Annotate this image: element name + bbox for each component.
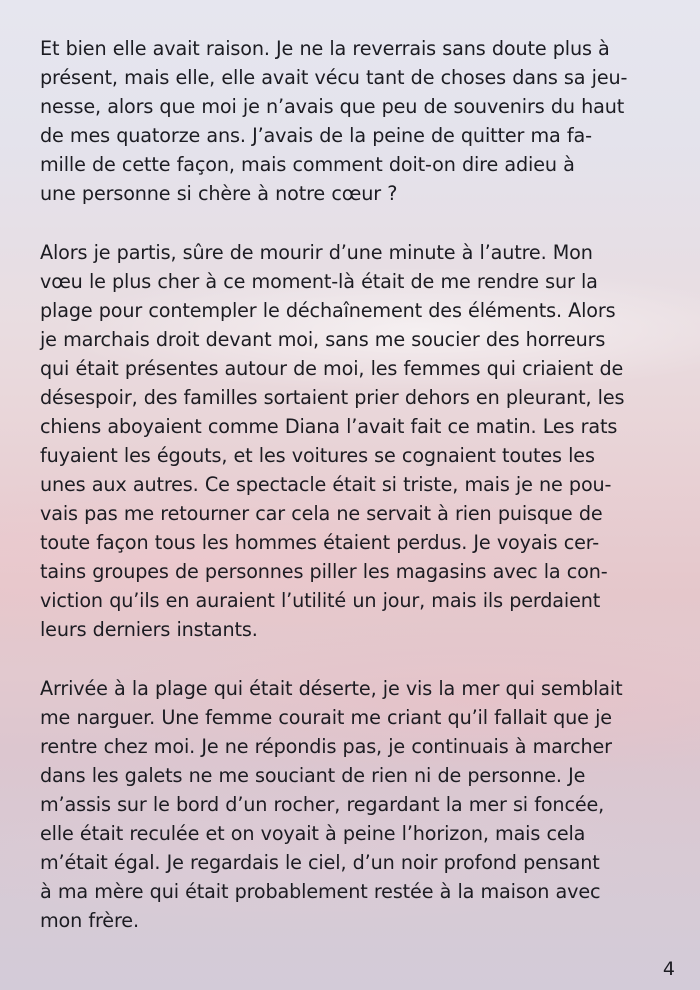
paragraph-3: [40, 674, 680, 935]
text-line: je marchais droit devant moi, sans me soucier des horreurs: [40, 328, 606, 351]
text-line: m’était égal. Je regardais le ciel, d’un noir profond pensant: [40, 851, 600, 874]
text-line: leurs derniers instants.: [40, 618, 258, 641]
text-line: unes aux autres. Ce spectacle était si triste, mais je ne pou-: [40, 473, 612, 496]
text-line: qui était présentes autour de moi, les femmes qui criaient de: [40, 357, 624, 380]
text-line: désespoir, des familles sortaient prier dehors en pleurant, les: [40, 386, 625, 409]
text-line: Et bien elle avait raison. Je ne la reverrais sans doute plus à: [40, 37, 610, 60]
text-line: de mes quatorze ans. J’avais de la peine de quitter ma fa-: [40, 124, 592, 147]
text-line: plage pour contempler le déchaînement des éléments. Alors: [40, 299, 616, 322]
text-line: me narguer. Une femme courait me criant qu’il fallait que je: [40, 706, 612, 729]
text-line: viction qu’ils en auraient l’utilité un jour, mais ils perdaient: [40, 589, 601, 612]
text-line: présent, mais elle, elle avait vécu tant de choses dans sa jeu-: [40, 66, 628, 89]
text-line: une personne si chère à notre cœur ?: [40, 182, 398, 205]
text-line: chiens aboyaient comme Diana l’avait fait ce matin. Les rats: [40, 415, 618, 438]
page-number: 4: [662, 958, 675, 980]
text-line: m’assis sur le bord d’un rocher, regardant la mer si foncée,: [40, 793, 605, 816]
text-line: rentre chez moi. Je ne répondis pas, je continuais à marcher: [40, 735, 612, 758]
text-line: elle était reculée et on voyait à peine l’horizon, mais cela: [40, 822, 586, 845]
text-line: Arrivée à la plage qui était déserte, je vis la mer qui semblait: [40, 677, 623, 700]
text-line: Alors je partis, sûre de mourir d’une minute à l’autre. Mon: [40, 241, 593, 264]
text-line: à ma mère qui était probablement restée à la maison avec: [40, 880, 601, 903]
text-line: tains groupes de personnes piller les magasins avec la con-: [40, 560, 608, 583]
text-line: dans les galets ne me souciant de rien ni de personne. Je: [40, 764, 586, 787]
text-line: mon frère.: [40, 909, 139, 932]
text-line: vœu le plus cher à ce moment-là était de me rendre sur la: [40, 270, 598, 293]
text-line: toute façon tous les hommes étaient perdus. Je voyais cer-: [40, 531, 600, 554]
text-line: vais pas me retourner car cela ne servait à rien puisque de: [40, 502, 603, 525]
paragraph-1: [40, 34, 680, 208]
text-line: nesse, alors que moi je n’avais que peu de souvenirs du haut: [40, 95, 625, 118]
text-line: mille de cette façon, mais comment doit-on dire adieu à: [40, 153, 575, 176]
page-body: [40, 34, 680, 965]
paragraph-2: [40, 238, 680, 644]
text-line: fuyaient les égouts, et les voitures se cognaient toutes les: [40, 444, 595, 467]
